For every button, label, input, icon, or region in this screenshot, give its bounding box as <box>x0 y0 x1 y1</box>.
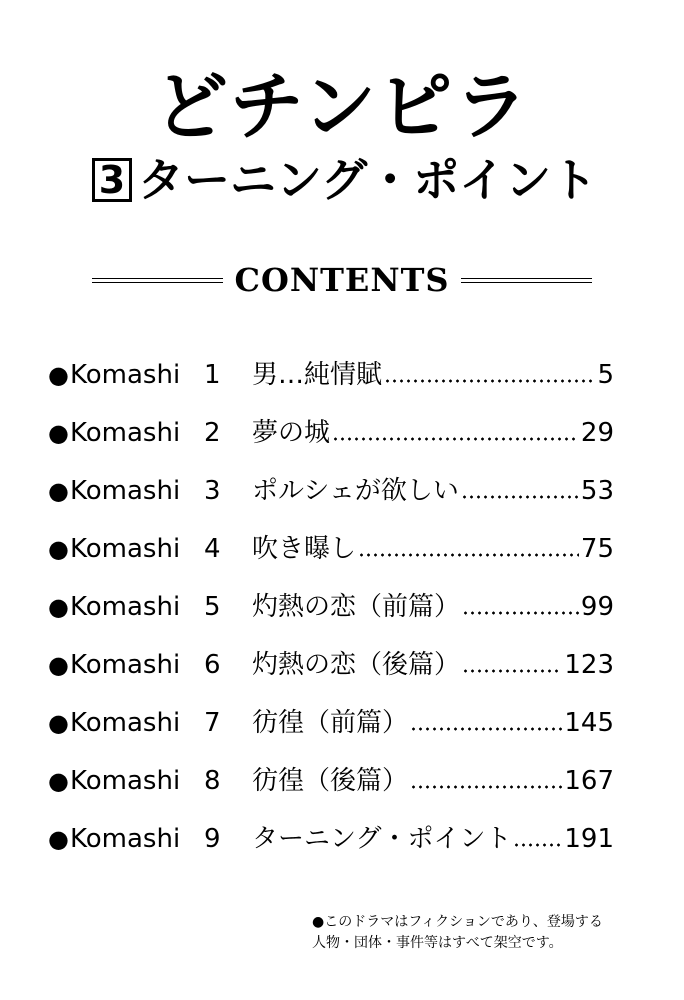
entry-line <box>252 462 614 520</box>
entry-line <box>252 578 614 636</box>
dot-leader <box>461 494 579 500</box>
bullet-icon: ● <box>48 593 69 621</box>
disclaimer-note <box>312 912 632 954</box>
entry-number: 1 <box>204 360 221 390</box>
entry-page: 99 <box>580 592 614 622</box>
entry-line <box>252 346 614 404</box>
entry-title: 彷徨（前篇） <box>252 708 409 738</box>
entry-number: 3 <box>204 476 221 506</box>
entry-title: 灼熱の恋（後篇） <box>252 650 461 680</box>
dot-leader <box>358 552 579 558</box>
entry-title: 夢の城 <box>252 418 331 448</box>
entry-title: 男…純情賦 <box>252 360 383 390</box>
entry-page: 145 <box>564 708 614 738</box>
entry-line <box>252 404 614 462</box>
entry-page: 29 <box>580 418 614 448</box>
bullet-icon: ● <box>48 825 69 853</box>
entry-title: 吹き曝し <box>252 534 357 564</box>
dot-leader <box>513 842 562 848</box>
toc-entry <box>48 462 614 520</box>
bullet-icon: ● <box>48 535 69 563</box>
entry-page: 75 <box>580 534 614 564</box>
disclaimer-line-2: 人物・団体・事件等はすべて架空です。 <box>312 935 563 951</box>
entry-number: 5 <box>204 592 221 622</box>
entry-number: 2 <box>204 418 221 448</box>
entry-label: Komashi <box>70 476 181 506</box>
bullet-icon: ● <box>48 651 69 679</box>
entry-line <box>252 520 614 578</box>
entry-page: 167 <box>564 766 614 796</box>
bullet-icon: ● <box>48 419 69 447</box>
bullet-icon: ● <box>48 477 69 505</box>
entry-label: Komashi <box>70 360 181 390</box>
entry-title: 彷徨（後篇） <box>252 766 409 796</box>
toc-entry <box>48 404 614 462</box>
entry-page: 191 <box>564 824 614 854</box>
dot-leader <box>384 378 595 384</box>
entry-number: 7 <box>204 708 221 738</box>
toc-entry <box>48 636 614 694</box>
entry-number: 4 <box>204 534 221 564</box>
toc-entry <box>48 810 614 868</box>
toc-entry <box>48 578 614 636</box>
entry-number: 9 <box>204 824 221 854</box>
toc-entry <box>48 752 614 810</box>
volume-number: 3 <box>92 158 132 202</box>
dot-leader <box>410 726 562 732</box>
entry-line <box>252 810 614 868</box>
table-of-contents <box>48 346 614 868</box>
disclaimer-line-1: ●このドラマはフィクションであり、登場する <box>312 914 603 930</box>
contents-header <box>92 262 592 298</box>
bullet-icon: ● <box>48 361 69 389</box>
entry-number: 6 <box>204 650 221 680</box>
entry-label: Komashi <box>70 534 181 564</box>
entry-title: ターニング・ポイント <box>252 824 512 854</box>
entry-label: Komashi <box>70 592 181 622</box>
entry-title: ポルシェが欲しい <box>252 476 459 506</box>
entry-number: 8 <box>204 766 221 796</box>
entry-label: Komashi <box>70 766 181 796</box>
entry-label: Komashi <box>70 650 181 680</box>
dot-leader <box>332 436 579 442</box>
entry-line <box>252 694 614 752</box>
entry-page: 123 <box>564 650 614 680</box>
subtitle-text: ターニング・ポイント <box>138 153 598 207</box>
entry-label: Komashi <box>70 418 181 448</box>
page-title: どチンピラ <box>153 64 531 150</box>
divider-right <box>461 278 592 283</box>
entry-line <box>252 752 614 810</box>
dot-leader <box>462 668 562 674</box>
entry-title: 灼熱の恋（前篇） <box>252 592 461 622</box>
toc-entry <box>48 694 614 752</box>
toc-entry <box>48 520 614 578</box>
subtitle <box>92 152 597 208</box>
bullet-icon: ● <box>48 767 69 795</box>
entry-label: Komashi <box>70 708 181 738</box>
toc-entry <box>48 346 614 404</box>
dot-leader <box>462 610 579 616</box>
contents-heading: CONTENTS <box>234 261 450 299</box>
bullet-icon: ● <box>48 709 69 737</box>
entry-line <box>252 636 614 694</box>
dot-leader <box>410 784 562 790</box>
entry-label: Komashi <box>70 824 181 854</box>
entry-page: 5 <box>597 360 614 390</box>
divider-left <box>92 278 223 283</box>
entry-page: 53 <box>580 476 614 506</box>
